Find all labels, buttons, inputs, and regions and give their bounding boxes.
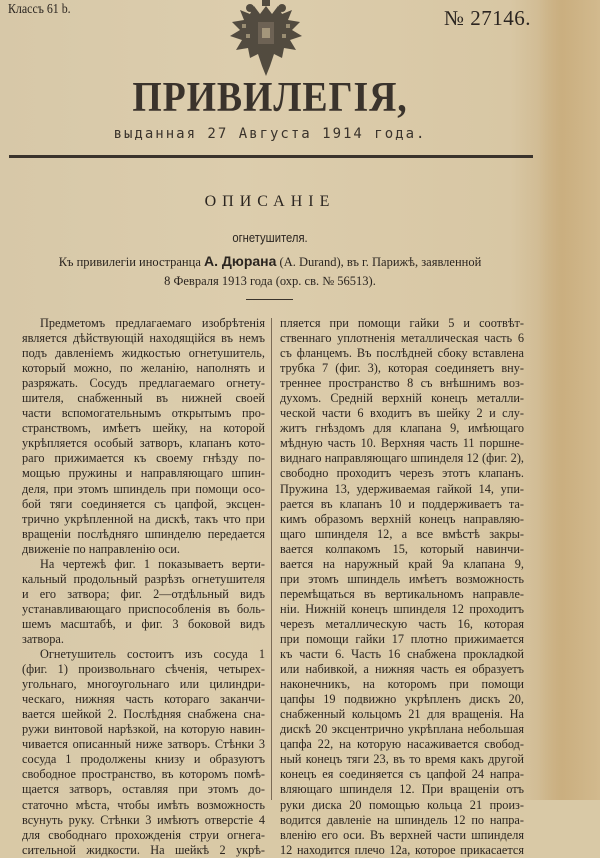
text-line: вается на наружный край 9a клапана 9, (280, 556, 524, 571)
text-line: статочно мѣста, чтобы имѣть возможность (22, 797, 265, 812)
text-line: ственнаго уплотненія металлическая часть 6 (280, 331, 524, 346)
description-heading: ОПИСАНІЕ (204, 193, 336, 210)
text-line: виднаго направляющаго шпинделя 12 (фиг. 2), (280, 451, 524, 466)
text-line: цапфа 22, на которую насаживается свобод- (280, 737, 524, 752)
double-headed-eagle-icon (222, 0, 310, 78)
text-line: при этомъ шпиндель имѣетъ возможность (280, 571, 524, 586)
inventor-name: А. Дюрана (204, 253, 277, 269)
text-line: щаго шпинделя 12, а все вмѣстѣ закры- (280, 526, 524, 541)
text-line: укрѣпляется особый затворъ, клапанъ кото- (22, 436, 265, 451)
text-line: конецъ ея соединяется съ цапфой 24 напра- (280, 767, 524, 782)
attribution-filing: 8 Февраля 1913 года (охр. св. № 56513). (164, 274, 376, 288)
text-line: трично укрѣпленной на дискѣ, такъ что при (22, 511, 265, 526)
text-line: вляющаго шпинделя 12. При вращеніи отъ (280, 782, 524, 797)
text-line: сительной жидкости. На шейкѣ 2 укрѣ- (22, 842, 265, 857)
text-line: раго прижимается къ своему гнѣзду по- (22, 451, 265, 466)
text-line: угольнаго, многоугольнаго или цилиндри- (22, 677, 265, 692)
text-line: дискѣ 20 эксцентрично укрѣплана небольшая (280, 722, 524, 737)
page-title: ПРИВИЛЕГІЯ, (132, 75, 408, 121)
text-line: цапфы 19 подвижно укрѣпленъ дискъ 20, (280, 692, 524, 707)
text-line: мѣдную часть 10. Верхняя часть 11 поршне- (280, 436, 524, 451)
text-line: перемѣщаться въ вертикальномъ направле- (280, 586, 524, 601)
text-line: ческаго, нижняя часть котораго заканчи- (22, 692, 265, 707)
text-line: къ части 6. Часть 16 снабжена прокладкой (280, 647, 524, 662)
attribution-suffix: (A. Durand), въ г. Парижѣ, заявленной (279, 255, 482, 269)
section-rule (246, 299, 293, 300)
text-line: кальный продольный разрѣзъ огнетушителя (22, 571, 265, 586)
text-line: является дѣйствующій находящійся въ немъ (22, 331, 265, 346)
text-line: свободно проходитъ черезъ этотъ клапанъ. (280, 466, 524, 481)
text-line: устанавливающаго приспособленія въ боль- (22, 601, 265, 616)
text-line: ческой части 6 входитъ въ шейку 2 и слу- (280, 406, 524, 421)
text-line: деля, при этомъ шпиндель при помощи осо- (22, 481, 265, 496)
text-line: вается шейкой 2. Послѣдняя снабжена сна- (22, 707, 265, 722)
text-line: чивается описанный ниже затворъ. Стѣнки 3 (22, 737, 265, 752)
patent-number: № 27146. (444, 6, 532, 30)
text-line: (фиг. 1) произвольнаго сѣченія, четырех- (22, 662, 265, 677)
text-line: или набивкой, а нижняя часть ея образуетъ (280, 662, 524, 677)
text-line: житъ гнѣздомъ для клапана 9, имѣющаго (280, 421, 524, 436)
text-line: ный конецъ тяги 23, въ то время какъ другой (280, 752, 524, 767)
text-line: трубка 7 (фиг. 3), которая соединяетъ вну- (280, 361, 524, 376)
text-line: мощью пружины и направляющаго шпин- (22, 466, 265, 481)
text-line: щается затворъ, оставляя при этомъ до- (22, 782, 265, 797)
text-line: бой тяги соединяется съ цапфой, эксцен- (22, 496, 265, 511)
text-line: Пружина 13, удерживаемая гайкой 14, упи- (280, 481, 524, 496)
text-line: который можно, по желанію, наполнять и (22, 361, 265, 376)
text-line: ружи винтовой нарѣзкой, на которую навин- (22, 722, 265, 737)
column-divider (271, 318, 272, 800)
text-column-right (280, 316, 524, 858)
text-line: ніи. Нижній конецъ шпинделя 12 проходитъ (280, 601, 524, 616)
text-line: разряжать. Сосудъ предлагаемаго огнету- (22, 376, 265, 391)
invention-subject: огнетушителя. (232, 231, 308, 245)
text-line: рается въ клапанъ 10 и поддерживаетъ та- (280, 496, 524, 511)
text-line: вращеніи послѣдняго шпинделю передается (22, 526, 265, 541)
text-line: снабженный кольцомъ 21 для вращенія. На (280, 707, 524, 722)
text-line: наконечникъ, на которомъ при помощи (280, 677, 524, 692)
text-line: шителя, снабженный въ нижней своей (22, 391, 265, 406)
attribution (28, 252, 512, 291)
text-line: вается колпакомъ 15, который навинчи- (280, 541, 524, 556)
text-line: пляется при помощи гайки 5 и соотвѣт- (280, 316, 524, 330)
text-line: На чертежѣ фиг. 1 показываетъ верти- (40, 556, 265, 571)
text-line: для свободнаго прохожденія струи огнега- (22, 827, 265, 842)
text-line: Предметомъ предлагаемаго изобрѣтенія (40, 316, 265, 330)
text-line: свободное пространство, въ которомъ помѣ- (22, 767, 265, 782)
issue-date-line: выданная 27 Августа 1914 года. (113, 126, 427, 142)
text-line: сосуда 1 продолжены книзу и образуютъ (22, 752, 265, 767)
text-line: 12 находится плечо 12a, которое прикасается (280, 842, 524, 857)
text-line: всунуть руку. Стѣнки 3 имѣютъ отверстіе 4 (22, 812, 265, 827)
header-rule (9, 155, 533, 158)
text-line: духомъ. Средній верхній конецъ металли- (280, 391, 524, 406)
text-line: части вспомогательнымъ открытымъ про- (22, 406, 265, 421)
text-line: кимъ образомъ верхній конецъ направляю- (280, 511, 524, 526)
text-line: подъ давленіемъ жидкостью огнетушитель, (22, 346, 265, 361)
text-line: движеніе по направленію оси. (22, 541, 180, 556)
text-line: съ фланцемъ. Въ послѣдней сбоку вставлена (280, 346, 524, 361)
text-line: при помощи гайки 17 плотно прижимается (280, 631, 524, 646)
text-line: странствомъ, имѣетъ шейку, на которой (22, 421, 265, 436)
text-line: шемъ масштабѣ, и фиг. 3 боковой видъ (22, 616, 265, 631)
text-line: водится давленіе на шпиндель 12 по напра- (280, 812, 524, 827)
attribution-prefix: Къ привилегіи иностранца (58, 255, 201, 269)
text-column-left (22, 316, 265, 858)
text-line: черезъ металлическую часть 16, которая (280, 616, 524, 631)
text-line: треннее пространство 8 съ внѣшнимъ воз- (280, 376, 524, 391)
text-line: Огнетушитель состоитъ изъ сосуда 1 (40, 647, 265, 662)
text-line: руки диска 20 помощью кольца 21 произ- (280, 797, 524, 812)
page-edge-shadow (538, 0, 600, 800)
text-line: затвора. (22, 631, 64, 646)
text-line: вленію его оси. Въ верхней части шпинделя (280, 827, 524, 842)
class-label: Классъ 61 b. (8, 2, 71, 17)
text-line: и его затвора; фиг. 2—отдѣльный видъ (22, 586, 265, 601)
